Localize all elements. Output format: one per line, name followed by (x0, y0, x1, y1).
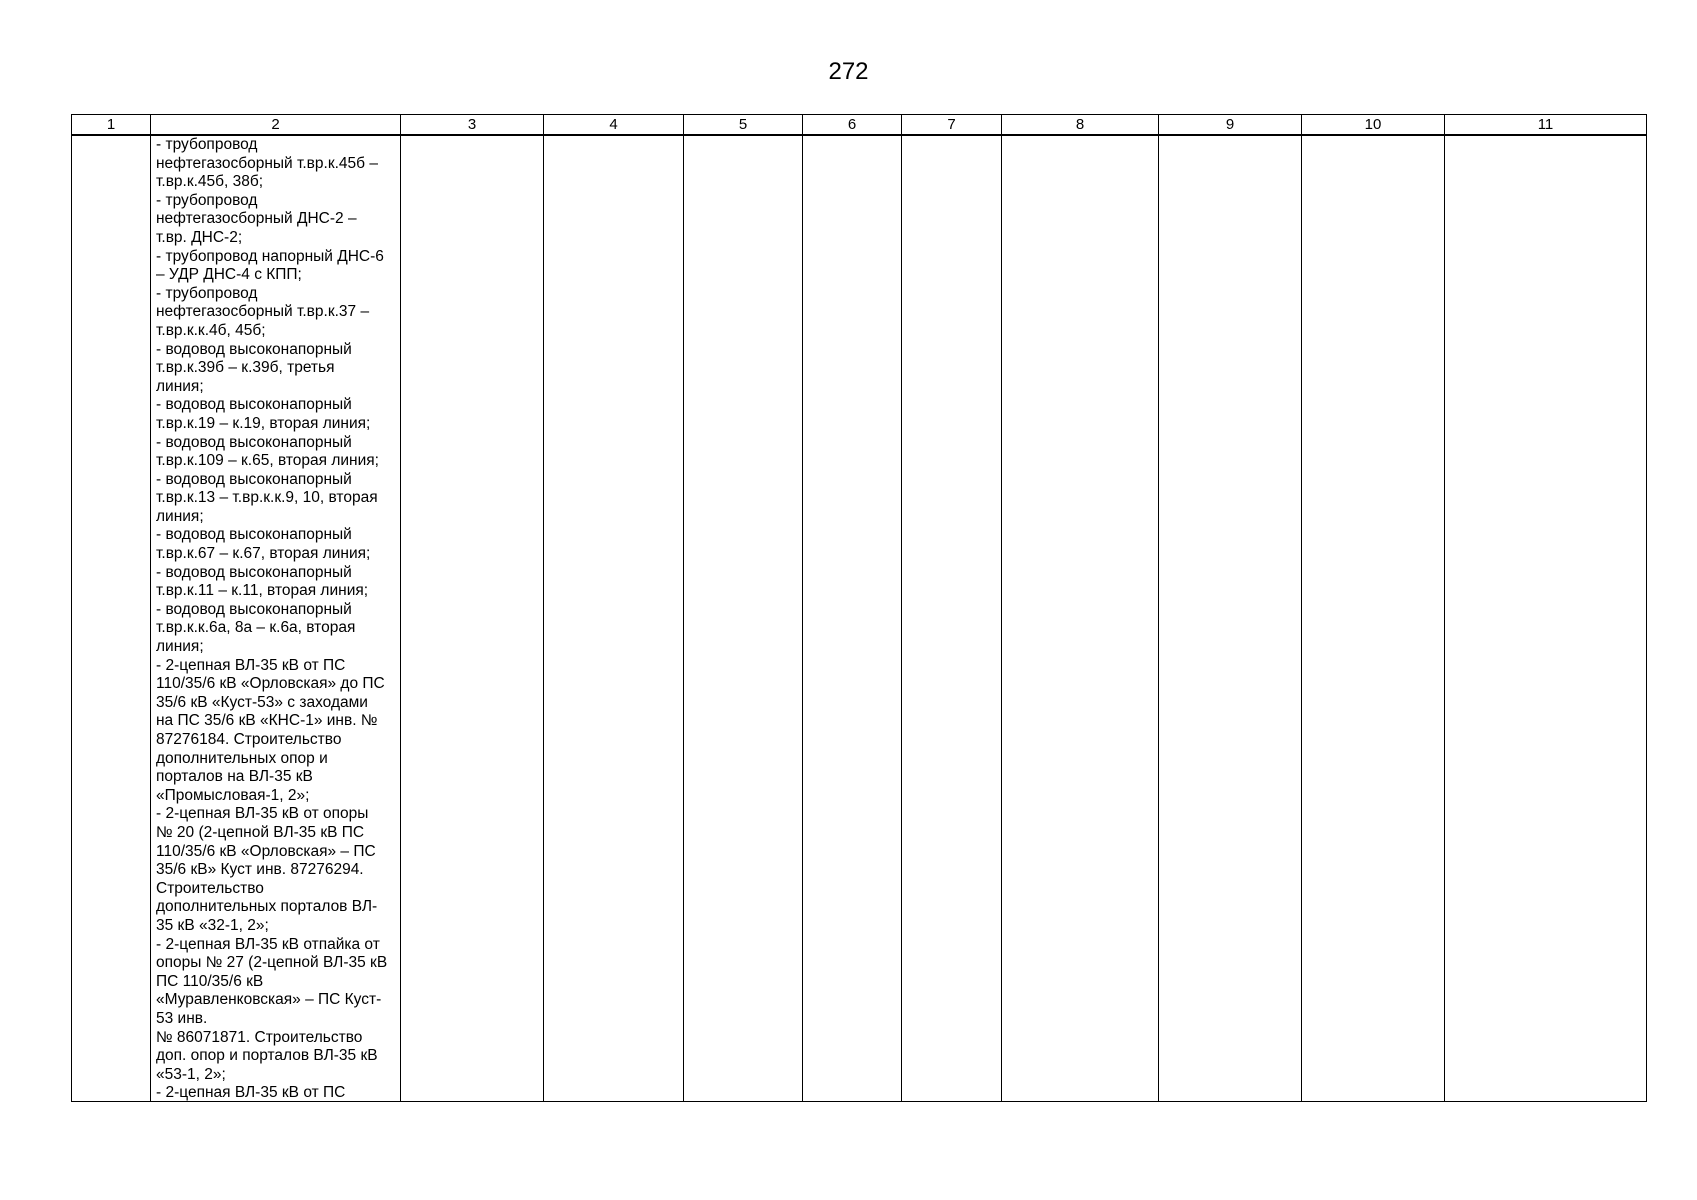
object-list-line: т.вр.к.39б – к.39б, третья (156, 359, 335, 377)
cell-col-6 (803, 135, 902, 1102)
cell-col-10 (1302, 135, 1445, 1102)
object-list-line: - трубопровод (156, 284, 258, 302)
object-list-line: № 20 (2-цепной ВЛ-35 кВ ПС (156, 823, 365, 841)
object-list-line: т.вр.к.67 – к.67, вторая линия; (156, 545, 371, 563)
page-number: 272 (828, 58, 869, 85)
object-list-line: - трубопровод (156, 136, 258, 153)
object-list-line: - водовод высоконапорный (156, 470, 352, 488)
object-list-line: 35 кВ «32-1, 2»; (156, 916, 269, 934)
column-header-7: 7 (902, 115, 1002, 136)
header-row (72, 115, 1647, 136)
object-list-line: линия; (156, 638, 204, 656)
object-list-line: «53-1, 2»; (156, 1065, 226, 1083)
object-list-line: - трубопровод напорный ДНС-6 (156, 247, 384, 265)
object-list-line: № 86071871. Строительство (156, 1028, 363, 1046)
cell-col-5 (684, 135, 803, 1102)
object-list-line: т.вр.к.11 – к.11, вторая линия; (156, 582, 369, 600)
object-list-line: линия; (156, 507, 204, 525)
cell-col-3 (401, 135, 544, 1102)
cell-col-9 (1159, 135, 1302, 1102)
object-list-line: - водовод высоконапорный (156, 340, 352, 358)
object-list-line: 35/6 кВ» Куст инв. 87276294. (156, 861, 364, 879)
object-list-line: - водовод высоконапорный (156, 433, 352, 451)
column-header-9: 9 (1159, 115, 1302, 136)
object-list-line: 110/35/6 кВ «Орловская» – ПС (156, 842, 376, 860)
object-list-line: 53 инв. (156, 1009, 208, 1027)
column-header-11: 11 (1445, 115, 1647, 136)
object-list-line: дополнительных опор и (156, 749, 328, 767)
column-header-1: 1 (72, 115, 151, 136)
object-list-line: нефтегазосборный т.вр.к.45б – (156, 154, 378, 172)
object-list-line: «Промысловая-1, 2»; (156, 786, 310, 804)
object-list-line: Строительство (156, 879, 264, 897)
object-list-line: ПС 110/35/6 кВ (156, 972, 264, 990)
cell-col-11 (1445, 135, 1647, 1102)
object-list-line: нефтегазосборный ДНС-2 – (156, 210, 357, 228)
object-list-line: линия; (156, 377, 204, 395)
object-list-line: т.вр.к.к.6а, 8а – к.6а, вторая (156, 619, 356, 637)
cell-col-7 (902, 135, 1002, 1102)
cell-col-4 (544, 135, 684, 1102)
object-list-line: т.вр.к.45б, 38б; (156, 173, 264, 191)
column-header-5: 5 (684, 115, 803, 136)
object-list-line: дополнительных порталов ВЛ- (156, 898, 378, 916)
object-list-line: доп. опор и порталов ВЛ-35 кВ (156, 1047, 378, 1065)
object-list-line: т.вр.к.109 – к.65, вторая линия; (156, 452, 379, 470)
object-list-line: порталов на ВЛ-35 кВ (156, 768, 313, 786)
column-header-4: 4 (544, 115, 684, 136)
object-list-line: нефтегазосборный т.вр.к.37 – (156, 303, 370, 321)
object-list-line: - водовод высоконапорный (156, 563, 352, 581)
column-header-2: 2 (151, 115, 401, 136)
object-list-line: - водовод высоконапорный (156, 600, 352, 618)
object-list-line: опоры № 27 (2-цепной ВЛ-35 кВ (156, 954, 388, 972)
data-table (71, 114, 1647, 1102)
object-list-line: т.вр. ДНС-2; (156, 228, 243, 246)
object-list-line: – УДР ДНС-4 с КПП; (156, 266, 302, 284)
object-list-line: - водовод высоконапорный (156, 526, 352, 544)
cell-col-2 (151, 135, 401, 1102)
table-row (72, 135, 1647, 1102)
column-header-6: 6 (803, 115, 902, 136)
object-list-line: - 2-цепная ВЛ-35 кВ отпайка от (156, 935, 380, 953)
object-list-line: - 2-цепная ВЛ-35 кВ от опоры (156, 805, 369, 823)
object-list-line: - трубопровод (156, 191, 258, 209)
object-list-line: 35/6 кВ «Куст-53» с заходами (156, 693, 368, 711)
object-list-line: на ПС 35/6 кВ «КНС-1» инв. № (156, 712, 378, 730)
column-header-10: 10 (1302, 115, 1445, 136)
object-list-line: - 2-цепная ВЛ-35 кВ от ПС (156, 1084, 346, 1101)
object-list-line: т.вр.к.19 – к.19, вторая линия; (156, 414, 371, 432)
object-list (151, 136, 400, 1101)
column-header-3: 3 (401, 115, 544, 136)
cell-col-1 (72, 135, 151, 1102)
object-list-line: «Муравленковская» – ПС Куст- (156, 991, 382, 1009)
object-list-line: 87276184. Строительство (156, 731, 342, 748)
cell-col-8 (1002, 135, 1159, 1102)
object-list-line: - водовод высоконапорный (156, 396, 352, 414)
column-header-8: 8 (1002, 115, 1159, 136)
object-list-line: - 2-цепная ВЛ-35 кВ от ПС (156, 656, 346, 674)
object-list-line: т.вр.к.к.4б, 45б; (156, 321, 266, 339)
object-list-line: 110/35/6 кВ «Орловская» до ПС (156, 675, 385, 693)
object-list-line: т.вр.к.13 – т.вр.к.к.9, 10, вторая (156, 489, 378, 507)
